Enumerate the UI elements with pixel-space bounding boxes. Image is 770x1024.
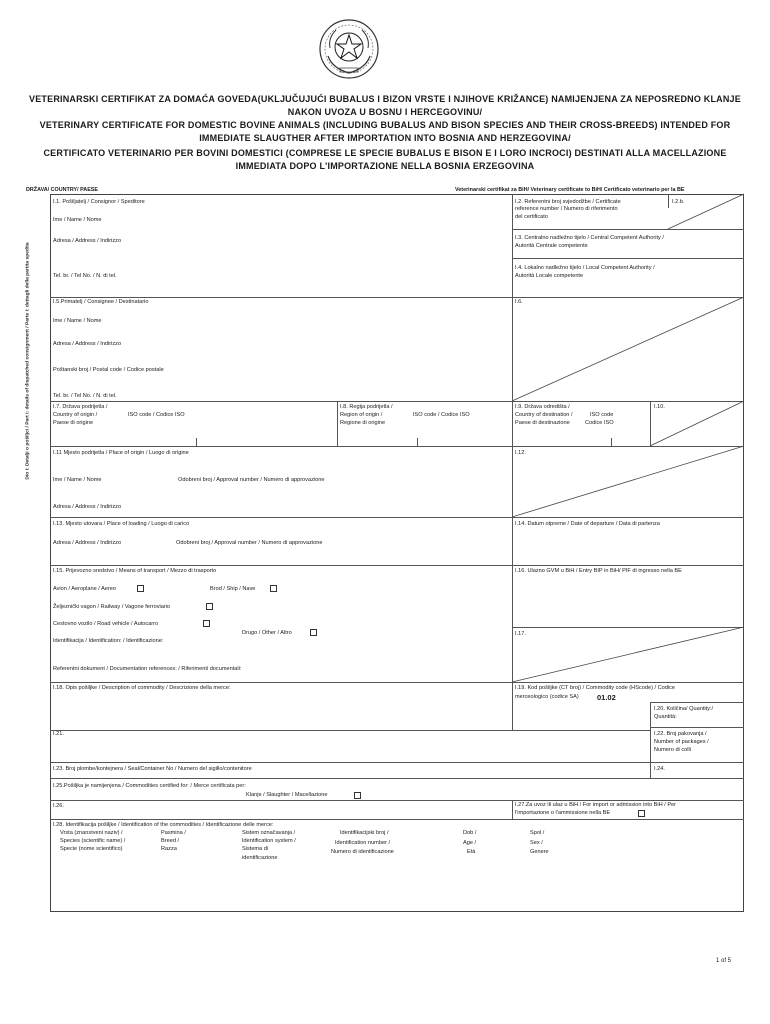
slaughter-checkbox[interactable] [354,792,361,799]
import-admission-checkbox[interactable] [638,810,645,817]
age-header-a: Dob / [463,830,477,836]
consignor-address-label[interactable]: Adresa / Address / Indirizzo [53,238,122,244]
road-vehicle-checkbox[interactable] [203,620,210,627]
transport-identification-label[interactable]: Identifikacija / Identification: / Identificazione: [53,638,164,644]
place-of-origin-label: I.11 Mjesto podrijetla / Place of origin / Luogo di origine [53,450,189,456]
cert-ref-header: Veterinarski certifikat za BiH/ Veterinary certificate to BiH/ Certificato veterinario per la BE [455,187,685,193]
loading-approval-label[interactable]: Odobreni broj / Approval number / Numero di approvazione [176,540,323,546]
commodity-code-label-b: merceologico (codice SA) [515,694,579,700]
cert-ref-label-b: reference number / Numero di riferimento [515,206,618,212]
railway-checkbox[interactable] [206,603,213,610]
ship-option-label: Brod / Ship / Nave [210,586,256,592]
field-crossed-out-diagonal [512,627,744,682]
coat-of-arms-emblem-icon [318,18,380,80]
transport-means-label: I.15. Prijevozno sredstvo / Means of transport / Mezzo di trasporto [53,568,217,574]
age-header-b: Age / [463,840,477,846]
consignee-tel-label[interactable]: Tel. br. / Tel No. / N. di tel. [53,393,117,399]
country-label: DRŽAVA/ COUNTRY/ PAESE [26,187,98,193]
local-authority-label-b: Autorità Locale competente [515,273,584,279]
sex-header-b: Sex / [530,840,543,846]
packages-label-c: Numero di colli [654,747,691,753]
page-number: 1 of 5 [716,958,732,964]
quantity-label-a: I.20. Količina/ Quantity:/ [654,706,714,712]
origin-country-label-a: I.7. Država podrijetla / [53,404,108,410]
region-iso-label[interactable]: ISO code / Codice ISO [413,412,470,418]
cert-ref-label-c: del certificato [515,214,548,220]
destination-country-label-b: Country of destination / [515,412,573,418]
id-number-header-a: Identifikacijski broj / [340,830,389,836]
field-i10-label: I.10. [654,404,665,410]
documentation-references-label[interactable]: Referentni dokument / Documentation references: / Riferimenti documentali: [53,666,242,672]
id-number-header-c: Numero di identificazione [331,849,394,855]
field-i17-label: I.17. [515,631,526,637]
origin-address-label[interactable]: Adresa / Address / Indirizzo [53,504,122,510]
local-authority-label-a: I.4. Lokalno nadležno tijelo / Local Competent Authority / [515,265,655,271]
sex-header-c: Genere [530,849,549,855]
field-crossed-out-diagonal [512,297,744,401]
origin-iso-label[interactable]: ISO code / Codice ISO [128,412,185,418]
species-header-b: Species (scientific name) / [60,838,126,844]
import-admission-label-b: l'importazione o l'ammissione nella BE [515,810,611,816]
consignee-postal-label[interactable]: Poštanski broj / Postal code / Codice postale [53,367,164,373]
import-admission-label-a: I.27.Za uvoz ili ulaz u BiH / For import or admission into BiH / Per [515,802,677,808]
title-line-3: VETERINARY CERTIFICATE FOR DOMESTIC BOVINE ANIMALS (INCLUDING BUBALUS AND BISON SPECIES AND THEIR CROSS-BREEDS) INTENDED FOR [39,120,731,130]
slaughter-option-label: Klanje / Slaughter / Macellazione [246,792,328,798]
id-system-header-b: Identification system / [242,838,296,844]
origin-approval-label[interactable]: Odobreni broj / Approval number / Numero di approvazione [178,477,325,483]
aircraft-checkbox[interactable] [137,585,144,592]
origin-country-label-c: Paese di origine [53,420,94,426]
cert-ref-label-a: I.2. Referentni broj svjedodžbe / Certificate [515,199,621,205]
destination-iso-label-it[interactable]: Codice ISO [585,420,614,426]
consignee-label: I.5.Primatelj / Consignee / Destinatario [53,299,149,305]
field-crossed-out-diagonal [512,446,744,517]
railway-option-label: Željeznički vagon / Railway / Vagone ferroviario [53,604,171,610]
field-i21-label: I.21. [53,731,64,737]
origin-country-label-b: Country of origin / [53,412,98,418]
central-authority-label-b: Autorità Centrale competente [515,243,588,249]
id-system-header-d: identificazione [242,855,278,861]
species-header-a: Vrsta (znanstveni naziv) / [60,830,123,836]
id-system-header-a: Sistem označavanja / [242,830,296,836]
origin-region-label-a: I.8. Regija podrijetla / [340,404,393,410]
loading-address-label[interactable]: Adresa / Address / Indirizzo [53,540,122,546]
central-authority-label-a: I.3. Centralno nadležno tijelo / Central Competent Authority / [515,235,664,241]
packages-label-b: Number of packages / [654,739,709,745]
other-transport-checkbox[interactable] [310,629,317,636]
field-i12-label: I.12. [515,450,526,456]
title-line-5: CERTIFICATO VETERINARIO PER BOVINI DOMESTICI (COMPRESE LE SPECIE BUBALUS E BISON E I LORO INCROCI) DESTINATI ALLA MACELLAZIONE [43,148,727,158]
place-of-loading-label: I.13. Mjesto utovara / Place of loading / Luogo di carico [53,521,190,527]
commodity-identification-label: I.28. Identifikacija pošiljke / Identification of the commodities / Identificazione delle merce: [53,822,274,828]
age-header-c: Età [467,849,476,855]
commodity-code-value: 01.02 [597,693,616,702]
species-header-c: Specie (nome scientifico) [60,846,123,852]
title-line-4: IMMEDIATE SLAUGTHER AFTER IMPORTATION INTO BOSNIA AND HERZEGOVINA/ [199,133,571,143]
consignor-label: I.1. Pošiljatelj / Consignor / Speditore [53,199,145,205]
departure-date-label: I.14. Datum otpreme / Date of departure / Data di partenza [515,521,660,527]
quantity-label-b: Quantità: [654,714,677,720]
other-option-label: Drugo / Other / Altro [242,630,292,636]
consignor-tel-label[interactable]: Tel. br. / Tel No. / N. di tel. [53,273,117,279]
packages-label-a: I.22. Broj pakovanja / [654,731,707,737]
title-line-6: IMMEDIATA DOPO L'IMPORTAZIONE NELLA BOSNIA ERZEGOVINA [235,161,535,171]
entry-bip-label: I.16. Ulazno GVM u BiH / Entry BIP in BiH/ PIF di ingresso nella BE [515,568,682,574]
destination-iso-label[interactable]: ISO code [590,412,614,418]
breed-header-b: Breed / [161,838,180,844]
consignor-name-label[interactable]: Ime / Name / Nome [53,217,102,223]
field-i26-label: I.26. [53,803,64,809]
field-i2b-label: I.2.b. [672,199,685,205]
aircraft-option-label: Avion / Aeroplane / Aereo [53,586,117,592]
sex-header-a: Spol / [530,830,545,836]
destination-country-label-a: I.9. Država odredišta / [515,404,570,410]
origin-region-label-c: Regione di origine [340,420,386,426]
id-number-header-b: Identification number / [335,840,391,846]
breed-header-a: Pasmina / [161,830,186,836]
ship-checkbox[interactable] [270,585,277,592]
field-i6-label: I.6. [515,299,523,305]
part-one-side-label: Dio I: Detalji o pošiljci / Part I: details of dispatched consignment / Parte I: dettagli della partita spedita [25,242,31,480]
id-system-header-c: Sistema di [242,846,269,852]
consignee-name-label[interactable]: Ime / Name / Nome [53,318,102,324]
field-i24-label: I.24. [654,766,665,772]
breed-header-c: Razza [161,846,177,852]
origin-name-label[interactable]: Ime / Name / Nome [53,477,102,483]
commodity-code-label-a: I.19. Kod pošiljke (CT broj) / Commodity code (HScode) / Codice [515,685,676,691]
title-line-1: VETERINARSKI CERTIFIKAT ZA DOMAĆA GOVEDA(UKLJUČUJUĆI BUBALUS I BIZON VRSTE I NJIHOVE KRIŽANCE) NAMIJENJENA ZA NEPOSREDNO KLANJE [29,94,741,104]
consignee-address-label[interactable]: Adresa / Address / Indirizzo [53,341,122,347]
commodity-description-label: I.18. Opis pošiljke / Description of commodity / Descrizione della merce: [53,685,231,691]
road-option-label: Cestovno vozilo / Road vehicle / Autocarro [53,621,159,627]
commodities-certified-label: I.25.Pošiljka je namijenjena / Commodities certified for: / Merce certificata per: [53,783,246,789]
seal-container-label: I.23. Broj plombe/kontejnera / Seal/Container No / Numero del sigillo/contenitore [53,766,252,772]
title-line-2: NAKON UVOZA U BOSNU I HERCEGOVINU/ [287,107,483,117]
destination-country-label-c: Paese di destinazione [515,420,570,426]
origin-region-label-b: Region of origin / [340,412,383,418]
